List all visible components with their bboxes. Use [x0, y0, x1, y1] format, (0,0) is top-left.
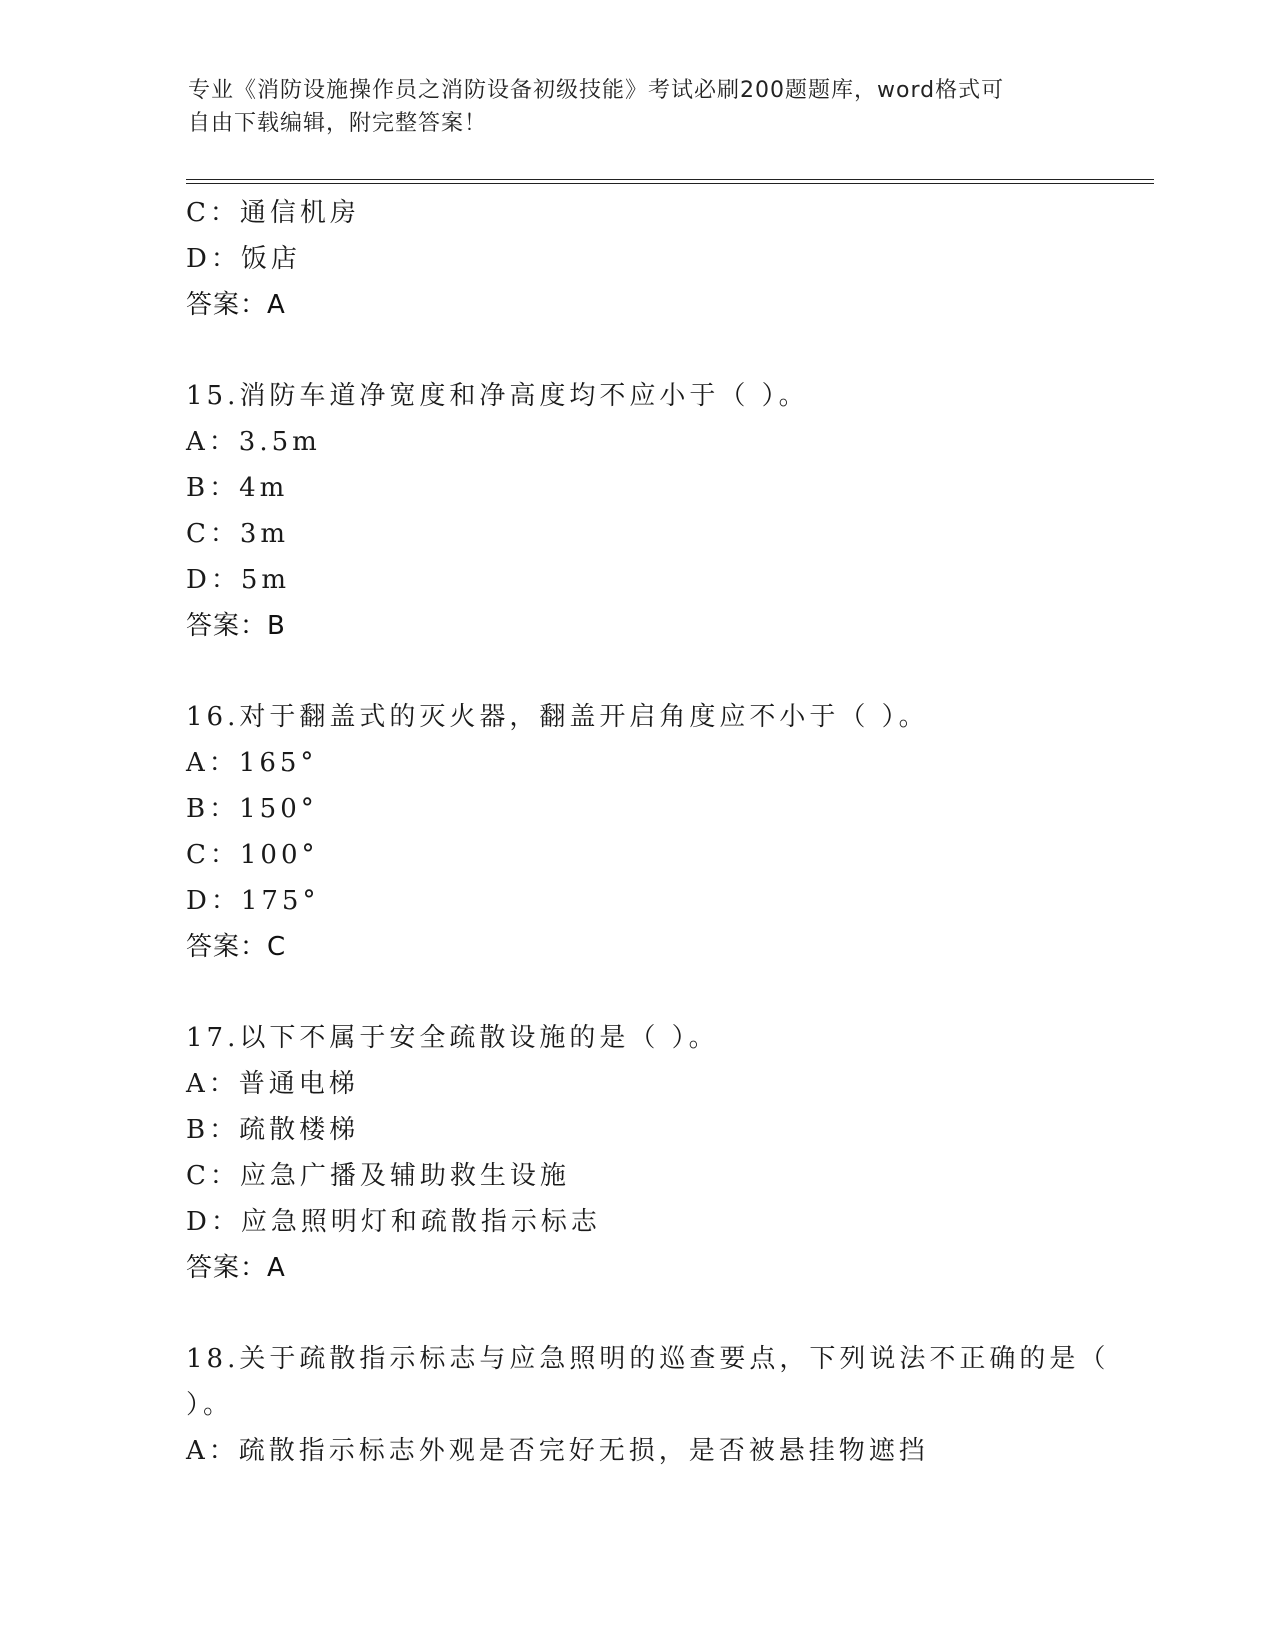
spacer	[186, 1291, 1086, 1336]
question-17	[186, 1015, 1086, 1291]
option-c: C：应急广播及辅助救生设施	[186, 1161, 570, 1191]
question-18	[186, 1336, 1110, 1474]
answer-line: 答案：A	[186, 1253, 286, 1283]
option-d: D：应急照明灯和疏散指示标志	[186, 1207, 601, 1237]
option-d: D：5m	[186, 565, 291, 595]
option-c: C：3m	[186, 519, 290, 549]
question-text: 17.以下不属于安全疏散设施的是（ ）。	[186, 1023, 719, 1053]
header-divider-bottom	[186, 183, 1154, 184]
document-header	[188, 74, 1068, 140]
option-a: A：普通电梯	[186, 1069, 359, 1099]
option-a: A：165°	[186, 748, 318, 778]
option-d: D：175°	[186, 886, 320, 916]
question-16	[186, 694, 1086, 970]
question-text-line-2: ）。	[186, 1390, 234, 1420]
option-b: B：疏散楼梯	[186, 1115, 360, 1145]
question-15	[186, 373, 1086, 649]
spacer	[186, 970, 1086, 1015]
question-text-line-1: 18.关于疏散指示标志与应急照明的巡查要点，下列说法不正确的是（	[186, 1344, 1110, 1374]
question-content	[186, 190, 1110, 1474]
option-d: D：饭店	[186, 244, 301, 274]
header-line-1: 专业《消防设施操作员之消防设备初级技能》考试必刷200题题库，word格式可	[188, 78, 1005, 103]
question-text: 15.消防车道净宽度和净高度均不应小于（ ）。	[186, 381, 809, 411]
answer-line: 答案：C	[186, 932, 287, 962]
answer-line: 答案：B	[186, 611, 286, 641]
header-line-2: 自由下载编辑，附完整答案！	[188, 111, 488, 136]
option-c: C：通信机房	[186, 198, 360, 228]
option-b: B：150°	[186, 794, 318, 824]
question-text: 16.对于翻盖式的灭火器，翻盖开启角度应不小于（ ）。	[186, 702, 929, 732]
option-a: A：疏散指示标志外观是否完好无损，是否被悬挂物遮挡	[186, 1436, 929, 1466]
header-divider-top	[186, 179, 1154, 180]
spacer	[186, 649, 1086, 694]
option-a: A：3.5m	[186, 427, 321, 457]
question-14-continued	[186, 190, 1086, 328]
spacer	[186, 328, 1086, 373]
option-b: B：4m	[186, 473, 289, 503]
answer-line: 答案：A	[186, 290, 286, 320]
option-c: C：100°	[186, 840, 319, 870]
